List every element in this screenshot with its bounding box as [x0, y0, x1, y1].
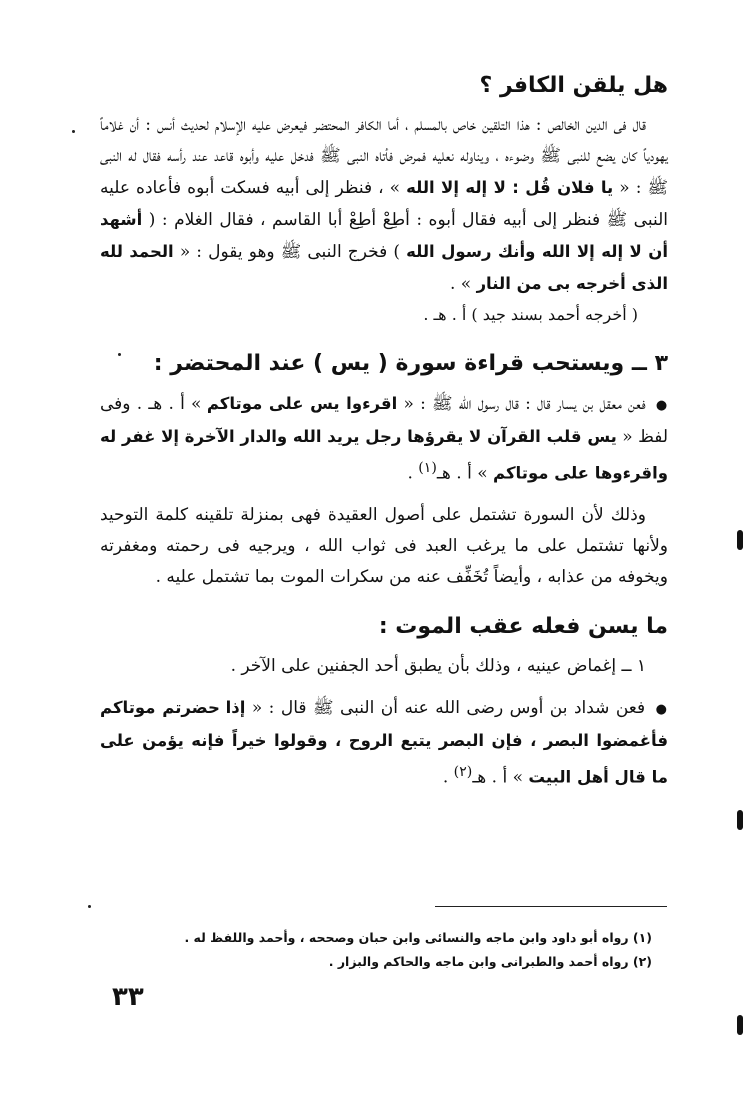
text-run: » أ . هـ . وفى لفظ « [100, 394, 668, 447]
text-run: ) فخرج النبى ﷺ وهو يقول : « [173, 242, 407, 262]
heading-yasin-recitation: ٣ ــ ويستحب قراءة سورة ( يس ) عند المحتضر : [153, 351, 668, 376]
scan-speck [88, 905, 91, 908]
text-run: فعن شداد بن أوس رضى الله عنه أن النبى ﷺ قال : « [245, 697, 652, 718]
scan-speck [72, 130, 75, 133]
page-number: ٣٣ [112, 982, 144, 1012]
footnote-1: (١) رواه أبو داود وابن ماجه والنسائى وابن حبان وصححه ، وأحمد واللفظ له . [184, 930, 652, 945]
heading-after-death: ما يسن فعله عقب الموت : [378, 613, 668, 639]
paragraph-shaddad-hadith [100, 692, 668, 794]
page-body [100, 62, 668, 793]
footnote-divider [435, 906, 667, 907]
bullet-icon: ● [655, 701, 668, 717]
scan-edge-mark [737, 530, 743, 550]
text-run: » . [449, 274, 477, 294]
text-run: » ، فنظر إلى أبيه فسكت أبوه فأعاده عليه النبى ﷺ فنظر إلى أبيه فقال أبوه : أطِعْ أطِعْ أبا القاسم ، فقال الغلام : ( [100, 178, 668, 230]
paragraph-yasin-reason: وذلك لأن السورة تشتمل على أصول العقيدة فهى بمنزلة تلقينه كلمة التوحيد ولأنها تشتمل على ما يرغب العبد فى ثواب الله ، ويرجيه فى رحمته ومغفرته ويخوفه من عذابه ، وأيضاً تُخَفِّف عنه من سكرات الموت بما تشتمل عليه . [100, 504, 668, 587]
text-run: » أ . هـ [436, 463, 494, 484]
footnote-ref-1[interactable]: (١) [418, 460, 437, 476]
bullet-icon: ● [655, 398, 668, 413]
footnote-2: (٢) رواه أحمد والطبرانى وابن ماجه والحاكم والبزار . [328, 954, 652, 969]
quote-bold: الحمد لله الذى أخرجه بى من النار [100, 242, 668, 293]
text-run: قال فى الدين الخالص : هذا التلقين خاص بالمسلم ، أما الكافر المحتضر فيعرض عليه الإسلام لحديث أنس : أن غلاماً يهودياً كان يضع للنبى ﷺ وضوءه ، ويناوله نعليه فمرض فأتاه النبى ﷺ فدخل عليه وأبوه قاعد عند رأسه فقال له النبى ﷺ : « [100, 115, 668, 198]
heading-unbeliever-instruction: هل يلقن الكافر ؟ [479, 73, 668, 98]
quote-bold: اقرءوا يس على موتاكم [206, 394, 398, 413]
footnotes [100, 926, 652, 974]
citation-ahmad: ( أخرجه أحمد بسند جيد ) أ . هـ . [423, 305, 638, 324]
text-run: » أ . هـ [472, 767, 529, 788]
scan-speck [118, 353, 121, 356]
text-run: . [407, 463, 419, 484]
quote-bold: يس قلب القرآن لا يقرؤها رجل يريد الله والدار الآخرة إلا غفر له واقرءوها على موتاكم [100, 427, 668, 483]
paragraph-maqil-hadith [100, 388, 668, 490]
text-run: . [442, 767, 454, 788]
quote-bold: يا فلان قُل : لا إله إلا الله [406, 178, 614, 197]
footnote-ref-2[interactable]: (٢) [453, 763, 473, 780]
paragraph-jewish-boy-hadith [100, 110, 668, 300]
quote-bold: إذا حضرتم موتاكم فأغمضوا البصر ، فإن البصر يتبع الروح ، وقولوا خيراً فإنه يؤمن على ما قال أهل البيت [100, 697, 668, 787]
scan-edge-mark [737, 810, 743, 830]
text-run: فعن معقل بن يسار قال : قال رسول الله ﷺ : « [397, 394, 652, 414]
quote-bold: أشهد أن لا إله إلا الله وأنك رسول الله [100, 210, 668, 261]
scan-edge-mark [737, 1015, 743, 1035]
paragraph-close-eyes: ١ ــ إغماض عينيه ، وذلك بأن يطبق أحد الجفنين على الآخر . [230, 655, 646, 676]
